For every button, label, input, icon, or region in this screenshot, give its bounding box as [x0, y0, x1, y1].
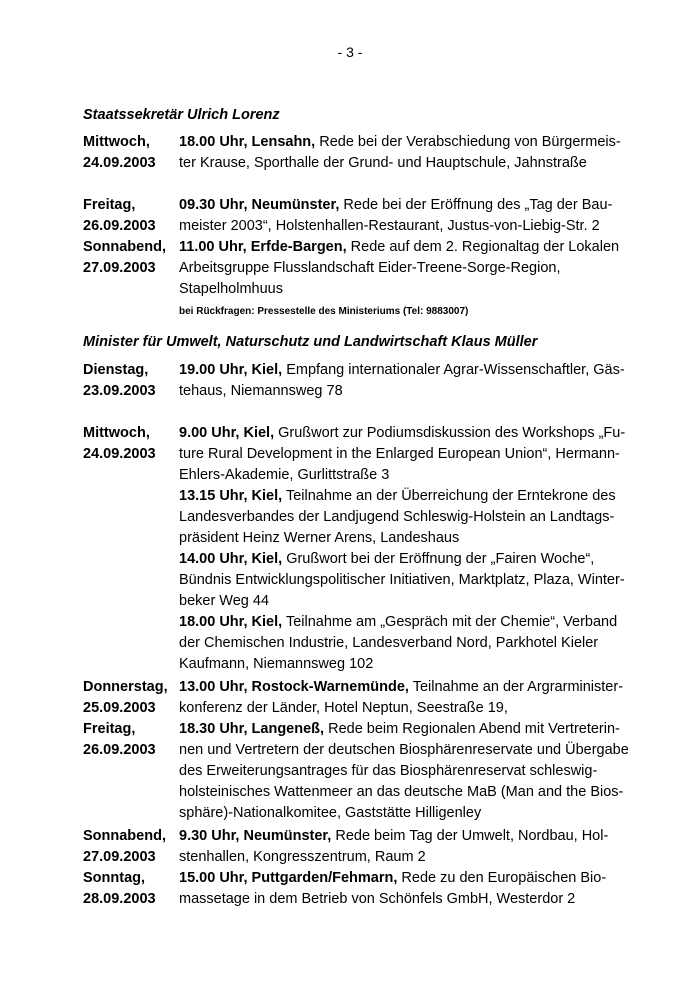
schedule-day: Sonntag,: [83, 870, 146, 886]
schedule-description: stenhallen, Kongresszentrum, Raum 2: [179, 849, 426, 865]
schedule-text: [179, 507, 614, 528]
schedule-description: Teilnahme an der Argrarminister-: [408, 679, 624, 695]
schedule-time-location: 15.00 Uhr, Puttgarden/Fehmarn,: [179, 870, 398, 886]
schedule-text: [179, 740, 629, 761]
schedule-description: Rede auf dem 2. Regionaltag der Lokalen: [346, 239, 620, 255]
schedule-description: Stapelholmhuus: [179, 281, 283, 297]
schedule-text: [179, 258, 561, 279]
schedule-time-location: 18.30 Uhr, Langeneß,: [179, 721, 325, 737]
schedule-description: Rede beim Regionalen Abend mit Vertreterin-: [324, 721, 620, 737]
schedule-text: [179, 677, 623, 698]
schedule-day: 26.09.2003: [83, 742, 156, 758]
schedule-text: [179, 279, 283, 300]
schedule-day: Freitag,: [83, 721, 136, 737]
schedule-description: präsident Heinz Werner Arens, Landeshaus: [179, 530, 460, 546]
schedule-day: 27.09.2003: [83, 849, 156, 865]
schedule-text: [179, 528, 459, 549]
schedule-text: [179, 803, 481, 824]
schedule-day: Sonnabend,: [83, 828, 166, 844]
schedule-description: Empfang internationaler Agrar-Wissenschaftler, Gäs-: [282, 362, 625, 378]
schedule-text: [179, 719, 620, 740]
schedule-text: [179, 612, 617, 633]
schedule-text: [179, 782, 623, 803]
schedule-description: Kaufmann, Niemannsweg 102: [179, 656, 374, 672]
schedule-description: sphäre)-Nationalkomitee, Gaststätte Hilligenley: [179, 805, 482, 821]
schedule-text: [179, 465, 389, 486]
schedule-day: Freitag,: [83, 197, 136, 213]
schedule-description: Teilnahme am „Gespräch mit der Chemie“, Verband: [282, 614, 618, 630]
schedule-description: Rede bei der Eröffnung des „Tag der Bau-: [339, 197, 613, 213]
schedule-text: [179, 761, 597, 782]
schedule-time-location: 19.00 Uhr, Kiel,: [179, 362, 283, 378]
schedule-description: Ehlers-Akademie, Gurlittstraße 3: [179, 467, 390, 483]
schedule-day: Sonnabend,: [83, 239, 166, 255]
schedule-day: 27.09.2003: [83, 260, 156, 276]
schedule-text: [179, 486, 616, 507]
schedule-time-location: 13.00 Uhr, Rostock-Warnemünde,: [179, 679, 409, 695]
schedule-description: des Erweiterungsantrages für das Biosphärenreservat schleswig-: [179, 763, 598, 779]
contact-note: bei Rückfragen: Pressestelle des Ministeriums (Tel: 9883007): [179, 306, 469, 317]
page-number: - 3 -: [337, 44, 363, 60]
schedule-description: ture Rural Development in the Enlarged European Union“, Hermann-: [179, 446, 620, 462]
schedule-day: 25.09.2003: [83, 700, 156, 716]
section-heading-staatssekretaer: Staatssekretär Ulrich Lorenz: [83, 107, 280, 123]
schedule-description: holsteinisches Wattenmeer an das deutsche MaB (Man and the Bios-: [179, 784, 624, 800]
schedule-description: konferenz der Länder, Hotel Neptun, Seestraße 19,: [179, 700, 508, 716]
schedule-time-location: 11.00 Uhr, Erfde-Bargen,: [179, 239, 347, 255]
schedule-day: Donnerstag,: [83, 679, 168, 695]
schedule-time-location: 9.00 Uhr, Kiel,: [179, 425, 275, 441]
schedule-description: tehaus, Niemannsweg 78: [179, 383, 343, 399]
schedule-text: [179, 633, 598, 654]
schedule-text: [179, 868, 606, 889]
schedule-description: Grußwort bei der Eröffnung der „Fairen Woche“,: [282, 551, 595, 567]
schedule-time-location: 13.15 Uhr, Kiel,: [179, 488, 283, 504]
schedule-description: Rede zu den Europäischen Bio-: [397, 870, 607, 886]
schedule-text: [179, 549, 594, 570]
schedule-description: Rede bei der Verabschiedung von Bürgermeis-: [315, 134, 621, 150]
schedule-time-location: 9.30 Uhr, Neumünster,: [179, 828, 332, 844]
schedule-day: 28.09.2003: [83, 891, 156, 907]
schedule-text: [179, 216, 600, 237]
schedule-description: Rede beim Tag der Umwelt, Nordbau, Hol-: [331, 828, 609, 844]
schedule-text: [179, 698, 508, 719]
schedule-description: Arbeitsgruppe Flusslandschaft Eider-Treene-Sorge-Region,: [179, 260, 561, 276]
schedule-description: ter Krause, Sporthalle der Grund- und Hauptschule, Jahnstraße: [179, 155, 587, 171]
schedule-text: [179, 195, 612, 216]
schedule-day: 24.09.2003: [83, 446, 156, 462]
schedule-day: 24.09.2003: [83, 155, 156, 171]
schedule-text: [179, 153, 587, 174]
schedule-description: nen und Vertretern der deutschen Biosphärenreservate und Übergabe: [179, 742, 629, 758]
schedule-text: [179, 847, 426, 868]
schedule-time-location: 18.00 Uhr, Lensahn,: [179, 134, 316, 150]
schedule-text: [179, 381, 343, 402]
section-heading-minister: Minister für Umwelt, Naturschutz und Landwirtschaft Klaus Müller: [83, 334, 538, 350]
schedule-text: [179, 423, 625, 444]
schedule-text: [179, 237, 619, 258]
schedule-text: [179, 132, 621, 153]
schedule-text: [179, 889, 575, 910]
schedule-day: Mittwoch,: [83, 134, 150, 150]
schedule-description: Grußwort zur Podiumsdiskussion des Workshops „Fu-: [274, 425, 626, 441]
schedule-description: der Chemischen Industrie, Landesverband Nord, Parkhotel Kieler: [179, 635, 599, 651]
schedule-time-location: 09.30 Uhr, Neumünster,: [179, 197, 340, 213]
schedule-text: [179, 444, 620, 465]
schedule-text: [179, 826, 608, 847]
schedule-day: Dienstag,: [83, 362, 149, 378]
schedule-time-location: 14.00 Uhr, Kiel,: [179, 551, 283, 567]
schedule-description: meister 2003“, Holstenhallen-Restaurant, Justus-von-Liebig-Str. 2: [179, 218, 600, 234]
schedule-description: beker Weg 44: [179, 593, 270, 609]
schedule-text: [179, 591, 269, 612]
schedule-description: massetage in dem Betrieb von Schönfels GmbH, Westerdor 2: [179, 891, 576, 907]
schedule-text: [179, 360, 625, 381]
schedule-description: Teilnahme an der Überreichung der Erntekrone des: [282, 488, 616, 504]
schedule-time-location: 18.00 Uhr, Kiel,: [179, 614, 283, 630]
schedule-day: Mittwoch,: [83, 425, 150, 441]
schedule-day: 26.09.2003: [83, 218, 156, 234]
schedule-text: [179, 570, 625, 591]
schedule-text: [179, 654, 373, 675]
schedule-description: Landesverbandes der Landjugend Schleswig-Holstein an Landtags-: [179, 509, 615, 525]
schedule-description: Bündnis Entwicklungspolitischer Initiativen, Marktplatz, Plaza, Winter-: [179, 572, 625, 588]
schedule-day: 23.09.2003: [83, 383, 156, 399]
